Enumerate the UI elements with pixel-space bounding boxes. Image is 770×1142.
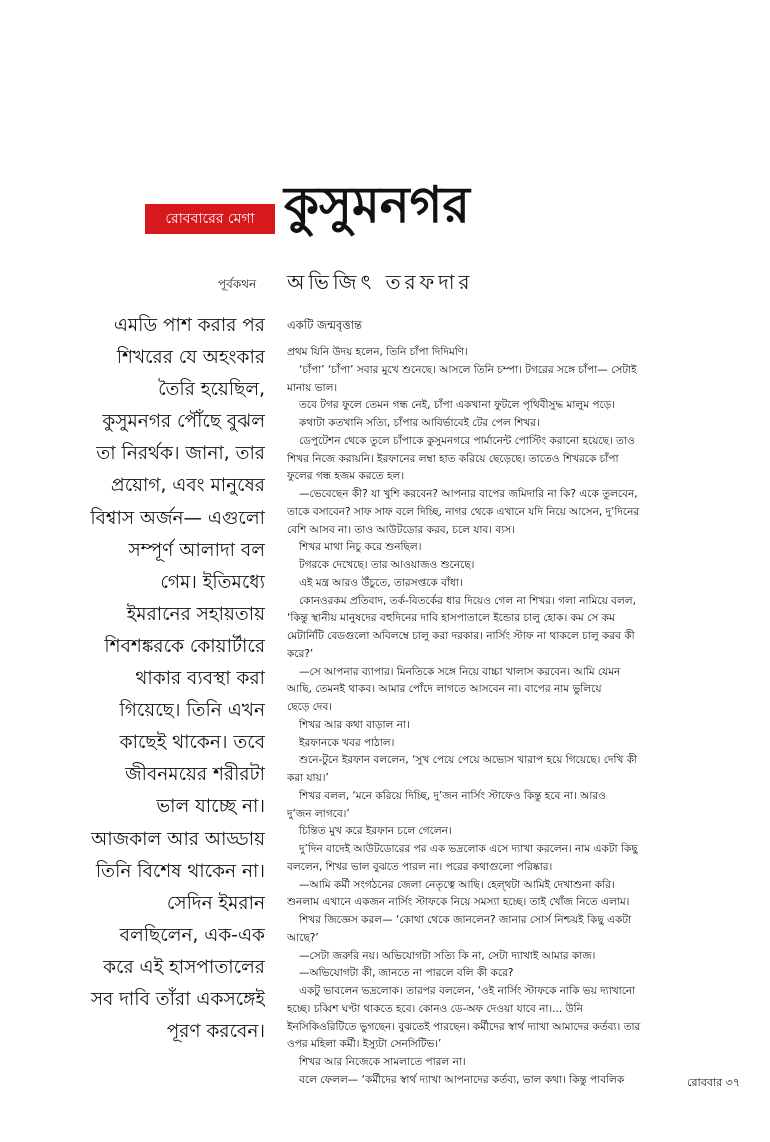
body-line: শিখর বলল, ‘মনে করিয়ে দিচ্ছি, দু’জন নার্সিং স্টাফেও কিন্তু হবে না। আরও — [299, 789, 606, 802]
pullquote-line: তা নিরর্থক। জানা, তার — [96, 443, 265, 465]
page-footer: রোববার ৩৭ — [687, 1076, 740, 1089]
pullquote-line: করে এই হাসপাতালের — [103, 956, 265, 978]
body-line: শিখর মাথা নিচু করে শুনছিল। — [299, 541, 422, 554]
body-line: ইরফানকে খবর পাঠাল। — [299, 736, 395, 749]
body-line: বললেন, শিখর ভাল বুঝতে পারল না। পরের কথাগুলো পরিষ্কার। — [287, 860, 553, 873]
prelude-pullquote — [70, 310, 265, 1048]
body-line: ইনসিকিওরিটিতে ভুগছেন। বুঝতেই পারছেন। কর্মীদের স্বার্থ দ্যাখা আমাদের কর্তব্য। তার — [287, 1020, 641, 1033]
body-line: হচ্ছে। চব্বিশ ঘণ্টা থাকতে হবে। কোনও ডে-অফ দেওয়া যাবে না।... উনি — [287, 1002, 583, 1015]
body-line: এই মন্ত্র আরও উঁচুতে, তারসপ্তকে বাঁধা। — [299, 576, 463, 589]
pullquote-line: গিয়েছে। তিনি এখন — [119, 700, 265, 722]
pullquote-line: বলছিলেন, এক-এক — [119, 924, 265, 946]
pullquote-line: ইমরানের সহায়তায় — [126, 603, 265, 625]
body-line: শিখর আর কথা বাড়াল না। — [299, 718, 410, 731]
body-line: ‘কিন্তু স্থানীয় মানুষদের বহুদিনের দাবি হাসপাতালে ইন্ডোর চালু হোক। কম সে কম — [287, 612, 615, 625]
body-line: শিখর আর নিজেকে সামলাতে পারল না। — [299, 1056, 466, 1068]
body-line: আছে?’ — [287, 931, 319, 944]
body-line: করে?’ — [287, 647, 314, 660]
body-line: প্রথম যিনি উদয় হলেন, তিনি চাঁপা দিদিমণি। — [287, 346, 468, 358]
body-line: আছি, তেমনই থাকব। আমার পোঁদে লাগতে আসবেন না। বাপের নাম ভুলিয়ে — [287, 683, 602, 696]
pullquote-line: পূরণ করবেন। — [166, 1021, 265, 1043]
pullquote-line: কাছেই থাকেন। তবে — [119, 732, 265, 754]
story-title: কুসুমনগর — [284, 176, 470, 234]
pullquote-line: সম্পূর্ণ আলাদা বল — [128, 539, 265, 561]
body-line: মেটার্নিটি বেডগুলো অবিলম্বে চালু করা দরকার। নার্সিং স্টাফ না থাকলে চালু করব কী — [287, 630, 635, 642]
body-line: তাকে বসাবেন? সাফ সাফ বলে দিচ্ছি, নাগর থেকে এখানে যদি নিয়ে আসেন, দু’দিনের — [287, 505, 640, 518]
pullquote-line: থাকার ব্যবস্থা করা — [135, 668, 265, 690]
body-line: দু’দিন বাদেই আউটডোরের পর এক ভদ্রলোক এসে দ্যাখা করলেন। নাম একটা কিছু — [299, 843, 638, 855]
pullquote-line: শিখরের যে অহংকার — [116, 347, 265, 369]
pullquote-line: প্রয়োগ, এবং মানুষের — [110, 475, 265, 497]
body-line: ‘চাঁপা’ ‘চাঁপা’ সবার মুখে শুনেছে। আসলে তিনি চম্পা। টগরের সঙ্গে চাঁপা— সেটাই — [299, 363, 637, 376]
body-line: ডেপুটেশন থেকে তুলে চাঁপাকে কুসুমনগরে পার্মানেন্ট পোস্টিং করানো হয়েছে। তাও — [299, 434, 635, 447]
body-line: করা যায়।’ — [287, 772, 329, 784]
pullquote-line: সেদিন ইমরান — [166, 892, 265, 914]
body-line: কোনওরকম প্রতিবাদ, তর্ক-বিতর্কের ধার দিয়েও গেল না শিখর। গলা নামিয়ে বলল, — [299, 594, 636, 607]
body-line: —আমি কর্মী সংগঠনের জেলা নেতৃত্বে আছি। হেল্‌থটা আমিই দেখাশুনা করি। — [299, 878, 615, 891]
body-line: ছেড়ে দেব। — [287, 701, 333, 713]
pullquote-line: ভাল যাচ্ছে না। — [156, 796, 265, 818]
body-line: শুনলাম এখানে একজন নার্সিং স্টাফকে নিয়ে সমস্যা হচ্ছে। তাই খোঁজ নিতে এলাম। — [287, 896, 630, 909]
body-line: শিখর নিজে করায়নি। ইরফানের লম্বা হাত করিয়ে ছেড়েছে। তাতেও শিখরকে চাঁপা — [287, 452, 619, 465]
body-line: একটু ভাবলেন ভদ্রলোক। তারপর বললেন, ‘ওই নার্সিং স্টাফকে নাকি ভয় দ্যাখানো — [299, 985, 636, 997]
body-line: চিন্তিত মুখ করে ইরফান চলে গেলেন। — [299, 825, 452, 838]
body-line: তবে টগর ফুলে তেমন গন্ধ নেই, চাঁপা একখানা ফুটলে পৃথিবীসুদ্ধ মালুম পড়ে। — [299, 399, 615, 412]
body-line: বলে ফেলল— ‘কর্মীদের স্বার্থ দ্যাখা আপনাদের কর্তব্য, ভাল কথা। কিন্তু পাবলিক — [299, 1073, 625, 1086]
pullquote-line: বিশ্বাস অর্জন— এগুলো — [90, 507, 265, 529]
pullquote-line: গেম। ইতিমধ্যে — [160, 571, 265, 593]
body-line: শিখর জিজ্ঞেস করল— ‘কোথা থেকে জানলেন? জানার সোর্স নিশ্চয়ই কিছু একটা — [299, 914, 632, 926]
body-line: —সে আপনার ব্যাপার। মিনতিকে সঙ্গে নিয়ে বাচ্চা খালাস করবেন। আমি যেমন — [299, 665, 621, 678]
body-line: টগরকে দেখেছে। তার আওয়াজও শুনেছে। — [299, 559, 475, 571]
body-line: ফুলের গন্ধ হজম করতে হল। — [287, 470, 405, 483]
series-badge: রোববারের মেগা — [145, 204, 275, 234]
body-line: দু’জন লাগবে।’ — [287, 807, 350, 820]
body-line: মানায় ভাল। — [287, 381, 338, 394]
pullquote-line: তিনি বিশেষ থাকেন না। — [95, 860, 265, 882]
pullquote-line: আজকাল আর আড্ডায় — [91, 828, 265, 850]
pullquote-line: কুসুমনগর পৌঁছে বুঝল — [102, 411, 265, 433]
pullquote-line: জীবনময়ের শরীরটা — [125, 764, 265, 786]
body-line: —সেটা জরুরি নয়। অভিযোগটা সত্যি কি না, সেটা দ্যাখাই আমার কাজ। — [299, 949, 596, 962]
body-line: বেশি আসব না। তাও আউটডোর করব, চলে যাব। ব্যস। — [287, 523, 515, 536]
body-line: কথাটা কতখানি সত্যি, চাঁপার আবির্ভাবেই টের পেল শিখর। — [299, 417, 540, 429]
prelude-label: পূর্বকথন — [218, 277, 257, 291]
body-line: শুনে-টুনে ইরফান বললেন, ‘সুখ পেয়ে পেয়ে অভ্যেস খারাপ হয়ে গিয়েছে। দেখি কী — [299, 754, 638, 767]
author-name: অভিজিৎ তরফদার — [287, 270, 474, 294]
story-body — [287, 316, 755, 1090]
section-title: একটি জন্মবৃত্তান্ত — [287, 318, 362, 332]
body-text — [287, 344, 755, 1090]
pullquote-line: তৈরি হয়েছিল, — [158, 379, 265, 401]
body-line: —ভেবেছেন কী? যা খুশি করবেন? আপনার বাপের জমিদারি না কি? একে তুলবেন, — [299, 488, 638, 500]
pullquote-line: শিবশঙ্করকে কোয়ার্টারে — [104, 635, 265, 657]
body-line: ওপর মহিলা কর্মী। ইস্যুটা সেনসিটিভ।’ — [287, 1038, 442, 1051]
body-line: —অভিযোগটা কী, জানতে না পারলে বলি কী করে? — [299, 967, 514, 980]
pullquote-line: সব দাবি তাঁরা একসঙ্গেই — [90, 988, 265, 1010]
pullquote-line: এমডি পাশ করার পর — [113, 315, 265, 336]
